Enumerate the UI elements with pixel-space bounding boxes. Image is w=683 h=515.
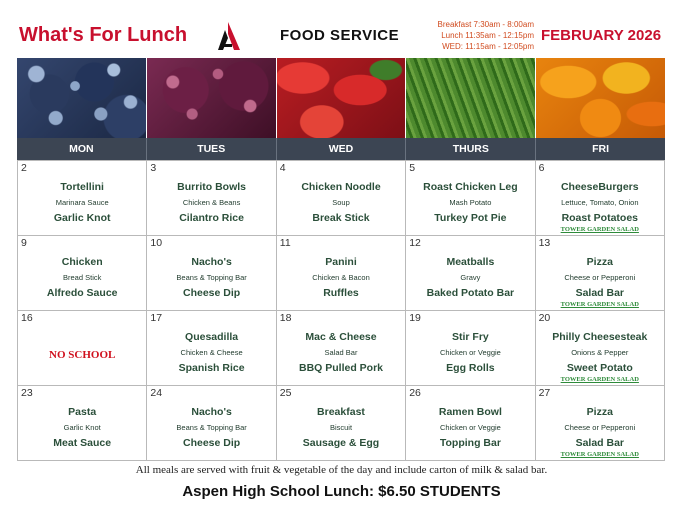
day-cell [406,160,535,235]
entree: CheeseBurgers [560,181,639,193]
entree: Pizza [586,406,613,418]
day-cell [18,235,147,310]
day-number: 23 [21,387,33,399]
weekday-label: TUES [147,138,277,160]
entree-detail: Beans & Topping Bar [176,423,247,432]
entree: Pasta [68,406,97,418]
weekday-label: FRI [592,143,610,155]
entree: Mac & Cheese [305,331,377,343]
entree-detail: Marinara Sauce [55,198,109,207]
entree-detail: Bread Stick [63,273,102,282]
green-beans-photo [406,58,536,138]
aspen-logo-icon [214,20,242,52]
entree: Chicken Noodle [301,181,381,193]
entree-detail: Biscuit [329,423,353,432]
entree: Breakfast [317,406,365,418]
side-item: Alfredo Sauce [46,287,118,299]
side-item: Baked Potato Bar [426,287,515,299]
food-photo-strip [17,58,665,138]
side-item: Meat Sauce [53,437,112,449]
entree: Nacho's [191,406,232,418]
day-cell [536,385,665,460]
day-cell [277,235,406,310]
entree-detail: Chicken & Cheese [180,348,243,357]
footnote: All meals are served with fruit & vegetable of the day and include carton of milk & salad bar. [135,464,548,476]
day-number: 2 [21,162,27,174]
header [0,0,683,58]
entree-detail: Lettuce, Tomato, Onion [561,198,639,207]
day-number: 19 [409,312,421,324]
entree-detail: Mash Potato [449,198,492,207]
side-item: Sweet Potato [566,362,633,374]
entree: Philly Cheesesteak [552,331,648,343]
entree-detail: Gravy [460,273,481,282]
no-school-label: NO SCHOOL [49,349,116,361]
side-item: Garlic Knot [53,212,111,224]
tower-garden-note: TOWER GARDEN SALAD [560,226,639,233]
day-cell [536,310,665,385]
day-cell [277,160,406,235]
day-cell [18,310,147,385]
price-line: Aspen High School Lunch: $6.50 STUDENTS [182,483,501,500]
entree: Pizza [586,256,613,268]
day-number: 20 [538,312,551,324]
entree: Nacho's [191,256,232,268]
side-item: Spanish Rice [178,362,245,374]
entree-detail: Garlic Knot [63,423,101,432]
day-cell [277,385,406,460]
day-cell [406,385,535,460]
day-number: 24 [150,387,163,399]
day-number: 27 [538,387,551,399]
weekday-label: THURS [406,138,536,160]
tower-garden-note: TOWER GARDEN SALAD [560,451,639,458]
day-number: 4 [279,162,286,174]
side-item: Salad Bar [575,287,625,299]
food-service-label: FOOD SERVICE [280,27,400,44]
day-cell [18,385,147,460]
entree: Quesadilla [185,331,239,343]
day-number: 13 [538,237,551,249]
side-item: Roast Potatoes [561,212,638,224]
entree-detail: Chicken or Veggie [439,423,501,432]
entree-detail: Onions & Pepper [571,348,629,357]
day-number: 5 [409,162,416,174]
day-cell [536,235,665,310]
side-item: Salad Bar [575,437,625,449]
entree-detail: Cheese or Pepperoni [564,423,636,432]
entree: Meatballs [446,256,495,268]
time-line: Breakfast 7:30am - 8:00am [437,20,534,29]
service-times [404,19,534,52]
day-number: 10 [150,237,163,249]
entree: Burrito Bowls [177,181,247,193]
entree-detail: Chicken or Veggie [439,348,501,357]
day-number: 6 [538,162,545,174]
day-number: 12 [409,237,421,249]
side-item: Topping Bar [439,437,501,449]
day-number: 18 [279,312,292,324]
entree: Stir Fry [452,331,489,343]
page-title: What's For Lunch [19,24,188,46]
time-line: Lunch 11:35am - 12:15pm [441,31,534,40]
tower-garden-note: TOWER GARDEN SALAD [560,376,639,383]
day-number: 17 [150,312,163,324]
day-cell [536,160,665,235]
menu-calendar [17,160,665,461]
side-item: Cheese Dip [183,287,241,299]
peppers-photo [536,58,665,138]
day-cell [18,160,147,235]
day-number: 9 [21,237,27,249]
day-cell [147,235,276,310]
day-number: 25 [279,387,292,399]
day-cell [147,160,276,235]
day-cell [147,385,276,460]
day-number: 26 [409,387,421,399]
side-item: Cheese Dip [183,437,241,449]
side-item: Ruffles [323,287,359,299]
side-item: Egg Rolls [446,362,495,374]
side-item: Cilantro Rice [179,212,244,224]
entree-detail: Cheese or Pepperoni [564,273,636,282]
day-number: 11 [279,237,291,249]
side-item: BBQ Pulled Pork [298,362,383,374]
time-line: WED: 11:15am - 12:05pm [442,42,534,51]
tower-garden-note: TOWER GARDEN SALAD [560,301,639,308]
entree: Ramen Bowl [438,406,502,418]
day-cell [277,310,406,385]
weekday-label: WED [277,138,407,160]
day-cell [147,310,276,385]
side-item: Sausage & Egg [302,437,380,449]
entree: Roast Chicken Leg [423,181,518,193]
weekday-label: MON [17,138,147,160]
entree-detail: Beans & Topping Bar [176,273,247,282]
entree: Chicken [61,256,103,268]
entree-detail: Chicken & Bacon [312,273,370,282]
entree-detail: Salad Bar [324,348,358,357]
entree-detail: Chicken & Beans [182,198,241,207]
side-item: Break Stick [312,212,370,224]
entree-detail: Soup [332,198,350,207]
day-number: 3 [150,162,157,174]
day-cell [406,310,535,385]
day-cell [406,235,535,310]
entree: Tortellini [60,181,104,193]
month-label: FEBRUARY 2026 [541,27,662,44]
strawberries-photo [277,58,407,138]
side-item: Turkey Pot Pie [434,212,507,224]
grapes-photo [147,58,277,138]
weekday-header [17,138,665,160]
day-number: 16 [21,312,33,324]
entree: Panini [325,256,357,268]
blueberries-photo [17,58,147,138]
